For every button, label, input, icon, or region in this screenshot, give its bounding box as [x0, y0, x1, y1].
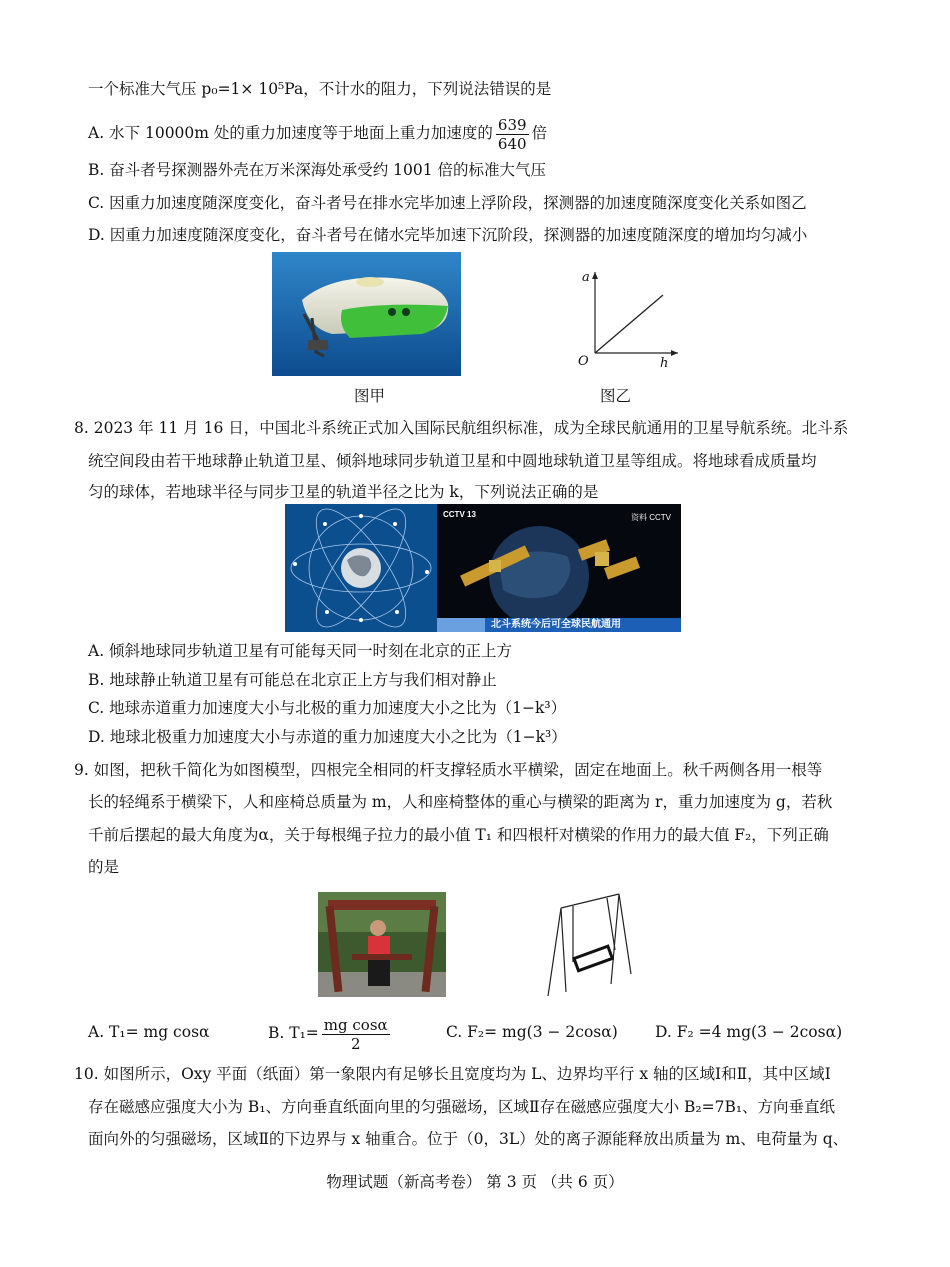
q7-option-a-fraction [496, 116, 529, 153]
source-label: 资料 CCTV [631, 513, 671, 522]
q8-option-d: D. 地球北极重力加速度大小与赤道的重力加速度大小之比为（1−k³） [88, 728, 567, 746]
graph-y-label: a [582, 270, 590, 285]
graph-origin-label: O [578, 354, 589, 369]
q7-option-b: B. 奋斗者号探测器外壳在万米深海处承受约 1001 倍的标准大气压 [88, 161, 547, 179]
q7-intro: 一个标准大气压 p₀=1× 10⁵Pa，不计水的阻力，下列说法错误的是 [88, 80, 552, 98]
q9-option-d: D. F₂ =4 mg(3 − 2cosα) [655, 1023, 843, 1041]
q10-line-2: 存在磁感应强度大小为 B₁、方向垂直纸面向里的匀强磁场，区域Ⅱ存在磁感应强度大小 B₂=7B₁、方向垂直纸 [88, 1098, 836, 1116]
cctv-satellite-image [437, 504, 681, 632]
q7-option-a [88, 113, 547, 153]
q10-line-1: 10. 如图所示，Oxy 平面（纸面）第一象限内有足够长且宽度均为 L、边界均平行 x 轴的区域Ⅰ和Ⅱ，其中区域Ⅰ [74, 1065, 831, 1083]
page-footer: 物理试题（新高考卷） 第 3 页 （共 6 页） [326, 1173, 624, 1191]
q8-option-a: A. 倾斜地球同步轨道卫星有可能每天同一时刻在北京的正上方 [88, 642, 513, 660]
q9-line-3: 千前后摆起的最大角度为α，关于每根绳子拉力的最小值 T₁ 和四根杆对横梁的作用力的最大值 F₂，下列正确 [88, 826, 829, 844]
q9-option-c: C. F₂= mg(3 − 2cosα) [446, 1023, 618, 1041]
q9-option-b-fraction [322, 1016, 390, 1053]
graph-x-label: h [660, 356, 669, 371]
q9-option-b [268, 1013, 393, 1053]
q9-line-4: 的是 [88, 858, 120, 876]
fraction-numerator: mg cosα [323, 1015, 388, 1034]
submersible-photo [272, 252, 461, 376]
q9-line-1: 9. 如图，把秋千简化为如图模型，四根完全相同的杆支撑轻质水平横梁，固定在地面上。秋千两侧各用一根等 [74, 761, 823, 779]
q9-line-2: 长的轻绳系于横梁下，人和座椅总质量为 m，人和座椅整体的重心与横梁的距离为 r，重力加速度为 g，若秋 [88, 793, 833, 811]
q7-option-d: D. 因重力加速度随深度变化，奋斗者号在储水完毕加速下沉阶段，探测器的加速度随深度的增加均匀减小 [88, 226, 808, 244]
fraction-denominator: 640 [497, 134, 527, 153]
fraction-numerator: 639 [497, 115, 527, 134]
q8-line-1: 8. 2023 年 11 月 16 日，中国北斗系统正式加入国际民航组织标准，成为全球民航通用的卫星导航系统。北斗系 [74, 419, 849, 437]
q9-option-a: A. T₁= mg cosα [88, 1023, 210, 1041]
q8-line-3: 匀的球体，若地球半径与同步卫星的轨道半径之比为 k，下列说法正确的是 [88, 483, 599, 501]
q8-option-c: C. 地球赤道重力加速度大小与北极的重力加速度大小之比为（1−k³） [88, 699, 567, 717]
swing-model-diagram [545, 890, 637, 998]
q10-line-3: 面向外的匀强磁场，区域Ⅱ的下边界与 x 轴重合。位于（0，3L）处的离子源能释放出质量为 m、电荷量为 q、 [88, 1130, 849, 1148]
news-banner: 北斗系统今后可全球民航通用 [491, 619, 621, 630]
a-h-graph [570, 268, 682, 376]
q7-option-c: C. 因重力加速度随深度变化，奋斗者号在排水完毕加速上浮阶段，探测器的加速度随深度变化关系如图乙 [88, 194, 807, 212]
swing-photo [318, 892, 446, 997]
beidou-orbit-image [285, 504, 437, 632]
q8-option-b: B. 地球静止轨道卫星有可能总在北京正上方与我们相对静止 [88, 671, 497, 689]
q7-option-a-suffix: 倍 [531, 124, 548, 142]
cctv-logo: CCTV 13 [443, 510, 476, 519]
q9-option-b-text: B. T₁= [268, 1024, 319, 1042]
q8-line-2: 统空间段由若干地球静止轨道卫星、倾斜地球同步轨道卫星和中圆地球轨道卫星等组成。将地球看成质量均 [88, 452, 817, 470]
figure-yi-caption: 图乙 [600, 387, 632, 405]
figure-jia-caption: 图甲 [354, 387, 386, 405]
fraction-denominator: 2 [350, 1034, 361, 1053]
q7-option-a-text: A. 水下 10000m 处的重力加速度等于地面上重力加速度的 [88, 124, 493, 142]
